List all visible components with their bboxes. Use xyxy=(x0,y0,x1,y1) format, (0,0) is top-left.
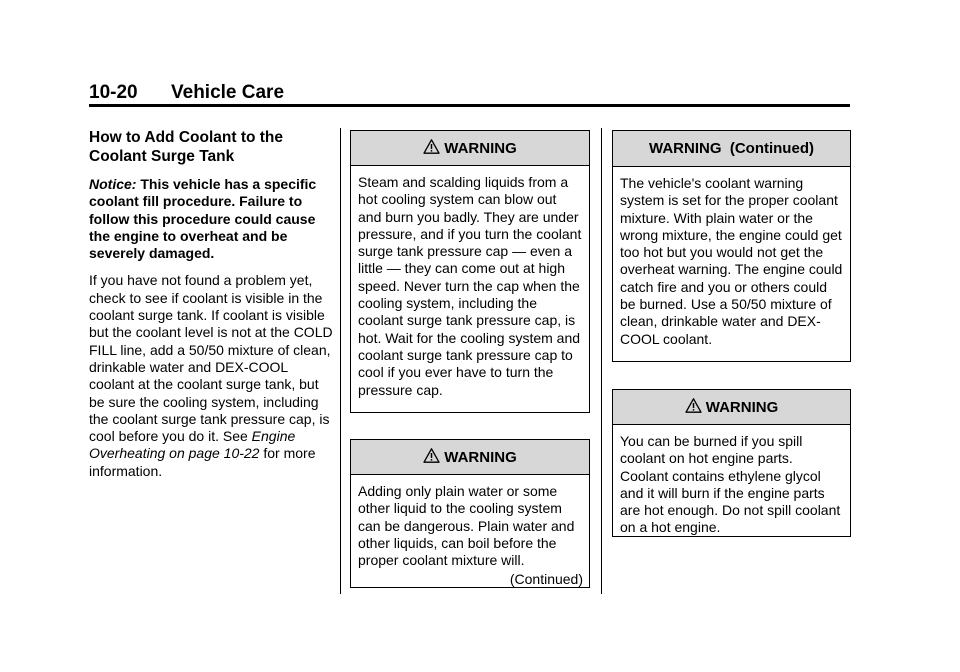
warning-box xyxy=(350,130,590,413)
notice xyxy=(89,176,334,262)
warning-title: WARNING (Continued) xyxy=(649,140,814,157)
header-rule xyxy=(89,104,850,107)
body-paragraph xyxy=(89,272,334,480)
warning-text: You can be burned if you spill coolant on hot engine parts. Coolant contains ethylene glycol and it will burn if the engine parts are hot enough. Do not spill coolant on a hot engine. xyxy=(620,433,841,536)
continued-label: (Continued) xyxy=(509,571,583,588)
warning-header xyxy=(613,131,850,167)
warning-box xyxy=(350,439,590,588)
warning-header xyxy=(351,440,589,475)
warning-text: Steam and scalding liquids from a hot cooling system can blow out and burn you badly. They are under pressure, and if you turn the coolant surge tank pressure cap — even a little — they can come out at high speed. Never turn the cap when the cooling system, including the coolant surge tank pressure cap, is hot. Wait for the cooling system and coolant surge tank pressure cap to cool if you ever have to turn the pressure cap. xyxy=(358,174,582,398)
column-divider xyxy=(601,128,602,594)
para-end: for more information. xyxy=(89,445,316,479)
warning-header xyxy=(351,131,589,166)
section-title: How to Add Coolant to the Coolant Surge Tank xyxy=(89,129,283,165)
warning-triangle-icon xyxy=(423,448,440,463)
notice-label: Notice: xyxy=(89,176,137,192)
warning-text: Adding only plain water or some other liquid to the cooling system can be dangerous. Plain water and other liquids, can boil before the proper coolant mixture will. xyxy=(358,483,575,569)
warning-triangle-icon xyxy=(423,139,440,154)
page-number: 10-20 xyxy=(89,82,138,103)
column-left xyxy=(89,128,334,480)
column-divider xyxy=(340,128,341,594)
warning-triangle-icon xyxy=(685,398,702,413)
warning-title: WARNING xyxy=(444,139,517,157)
page-header xyxy=(89,82,850,106)
warning-title: WARNING xyxy=(444,448,517,466)
warning-header xyxy=(613,390,850,425)
warning-body xyxy=(351,475,589,595)
chapter-title: Vehicle Care xyxy=(171,82,285,103)
notice-text: This vehicle has a specific coolant fill procedure. Failure to follow this procedure could cause the engine to overheat and be severely damaged. xyxy=(89,176,317,262)
cross-reference-link[interactable]: Engine Overheating on page 10-22 xyxy=(89,428,296,462)
warning-title: WARNING xyxy=(705,398,779,416)
para-text: If you have not found a problem yet, check to see if coolant is visible in the coolant surge tank. If coolant is visible but the coolant level is not at the COLD FILL line, add a 50/50 mixture of clean, drinkable water and DEX-COOL coolant at the coolant surge tank, but be sure the cooling system, including the coolant surge tank pressure cap, is cool before you do it. See xyxy=(89,272,333,445)
warning-text: The vehicle's coolant warning system is set for the proper coolant mixture. With plain water or the wrong mixture, the engine could get too hot but you would not get the overheat warning. The engine could catch fire and you or others could be burned. Use a 50/50 mixture of clean, drinkable water and DEX-COOL coolant. xyxy=(620,175,843,347)
warning-box xyxy=(612,130,851,362)
warning-box xyxy=(612,389,851,537)
